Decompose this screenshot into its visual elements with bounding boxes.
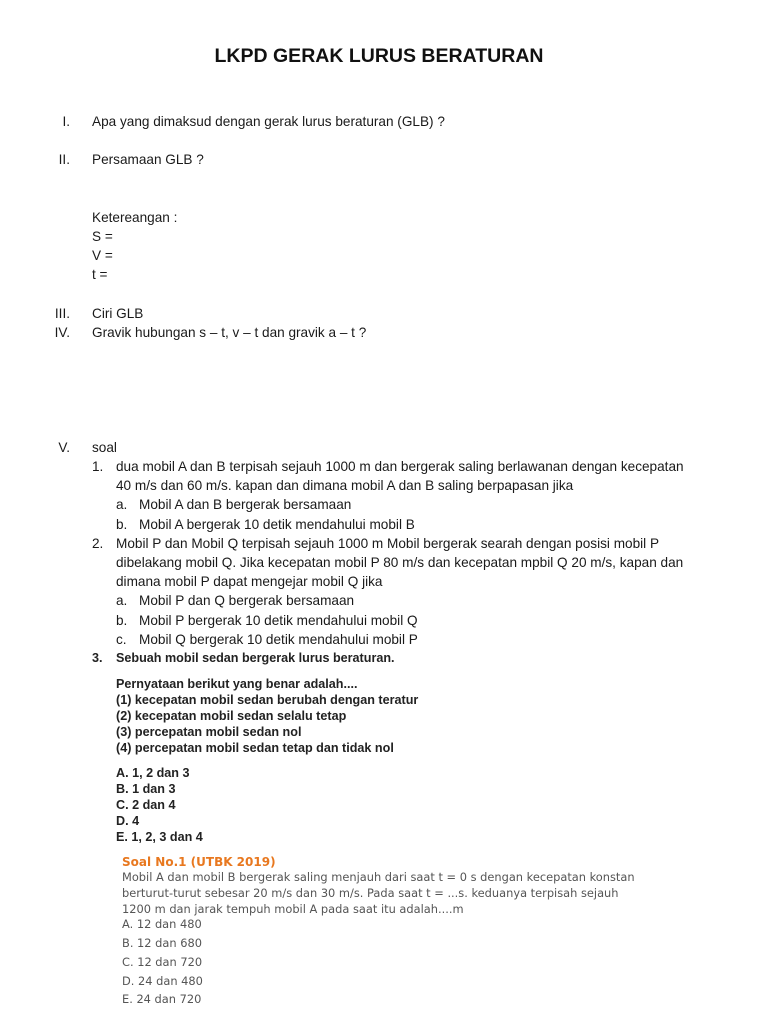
- soal-3-option-d: D. 4: [116, 814, 140, 828]
- soal-3-statement-1: (1) kecepatan mobil sedan berubah dengan teratur: [116, 693, 419, 707]
- snippet-option-c: C. 12 dan 720: [122, 955, 203, 969]
- snippet-option-d: D. 24 dan 480: [122, 974, 203, 988]
- soal-2-line-2: dibelakang mobil Q. Jika kecepatan mobil P 80 m/s dan kecepatan mpbil Q 20 m/s, kapan dan: [116, 555, 684, 570]
- soal-3-statement-2: (2) kecepatan mobil sedan selalu tetap: [116, 709, 347, 723]
- snippet-line-3: 1200 m dan jarak tempuh mobil A pada saat itu adalah....m: [122, 902, 464, 916]
- question-text-3: Ciri GLB: [92, 306, 144, 321]
- soal-2-option-b-label: b.: [116, 613, 128, 628]
- question-number-1: I.: [62, 114, 70, 129]
- soal-1-option-b-label: b.: [116, 517, 128, 532]
- soal-3-statement-3: (3) percepatan mobil sedan nol: [116, 725, 302, 739]
- soal-2-option-a: Mobil P dan Q bergerak bersamaan: [139, 593, 355, 608]
- soal-3-number: 3.: [92, 651, 103, 665]
- soal-2-option-b: Mobil P bergerak 10 detik mendahului mobil Q: [139, 613, 418, 628]
- soal-3-prompt: Pernyataan berikut yang benar adalah....: [116, 677, 358, 691]
- soal-2-option-c: Mobil Q bergerak 10 detik mendahului mobil P: [139, 632, 418, 647]
- soal-2-number: 2.: [92, 536, 104, 551]
- snippet-option-a: A. 12 dan 480: [122, 917, 202, 931]
- soal-1-line-2: 40 m/s dan 60 m/s. kapan dan dimana mobil A dan B saling berpapasan jika: [116, 478, 574, 493]
- soal-3-option-e: E. 1, 2, 3 dan 4: [116, 830, 203, 844]
- keterangan-label: Ketereangan :: [92, 210, 178, 225]
- question-text-4: Gravik hubungan s – t, v – t dan gravik a – t ?: [92, 325, 367, 340]
- snippet-option-b: B. 12 dan 680: [122, 936, 202, 950]
- soal-3-option-c: C. 2 dan 4: [116, 798, 176, 812]
- snippet-line-2: berturut-turut sebesar 20 m/s dan 30 m/s. Pada saat t = ...s. keduanya terpisah sejauh: [122, 886, 619, 900]
- soal-1-option-a: Mobil A dan B bergerak bersamaan: [139, 497, 352, 512]
- soal-2-option-c-label: c.: [116, 632, 127, 647]
- page-title: LKPD GERAK LURUS BERATURAN: [214, 45, 544, 67]
- snippet-title: Soal No.1 (UTBK 2019): [122, 855, 276, 869]
- soal-3-statement-4: (4) percepatan mobil sedan tetap dan tidak nol: [116, 741, 394, 755]
- question-number-2: II.: [58, 152, 70, 167]
- soal-1-line-1: dua mobil A dan B terpisah sejauh 1000 m dan bergerak saling berlawanan dengan kecepatan: [116, 459, 684, 474]
- soal-1-option-b: Mobil A bergerak 10 detik mendahului mobil B: [139, 517, 415, 532]
- soal-2-option-a-label: a.: [116, 593, 128, 608]
- snippet-option-e: E. 24 dan 720: [122, 992, 202, 1006]
- question-number-3: III.: [54, 306, 70, 321]
- keterangan-v: V =: [92, 248, 113, 263]
- soal-1-number: 1.: [92, 459, 104, 474]
- soal-1-option-a-label: a.: [116, 497, 128, 512]
- question-text-1: Apa yang dimaksud dengan gerak lurus beraturan (GLB) ?: [92, 114, 445, 129]
- soal-2-line-1: Mobil P dan Mobil Q terpisah sejauh 1000 m Mobil bergerak searah dengan posisi mobil P: [116, 536, 660, 551]
- snippet-line-1: Mobil A dan mobil B bergerak saling menjauh dari saat t = 0 s dengan kecepatan konstan: [122, 870, 635, 884]
- soal-3-option-b: B. 1 dan 3: [116, 782, 176, 796]
- keterangan-s: S =: [92, 229, 113, 244]
- keterangan-t: t =: [92, 267, 108, 282]
- question-number-4: IV.: [54, 325, 70, 340]
- question-number-5: V.: [58, 440, 70, 455]
- question-text-5: soal: [92, 440, 117, 455]
- soal-2-line-3: dimana mobil P dapat mengejar mobil Q jika: [116, 574, 383, 589]
- question-text-2: Persamaan GLB ?: [92, 152, 204, 167]
- soal-3-text: Sebuah mobil sedan bergerak lurus beraturan.: [116, 651, 395, 665]
- soal-3-option-a: A. 1, 2 dan 3: [116, 766, 190, 780]
